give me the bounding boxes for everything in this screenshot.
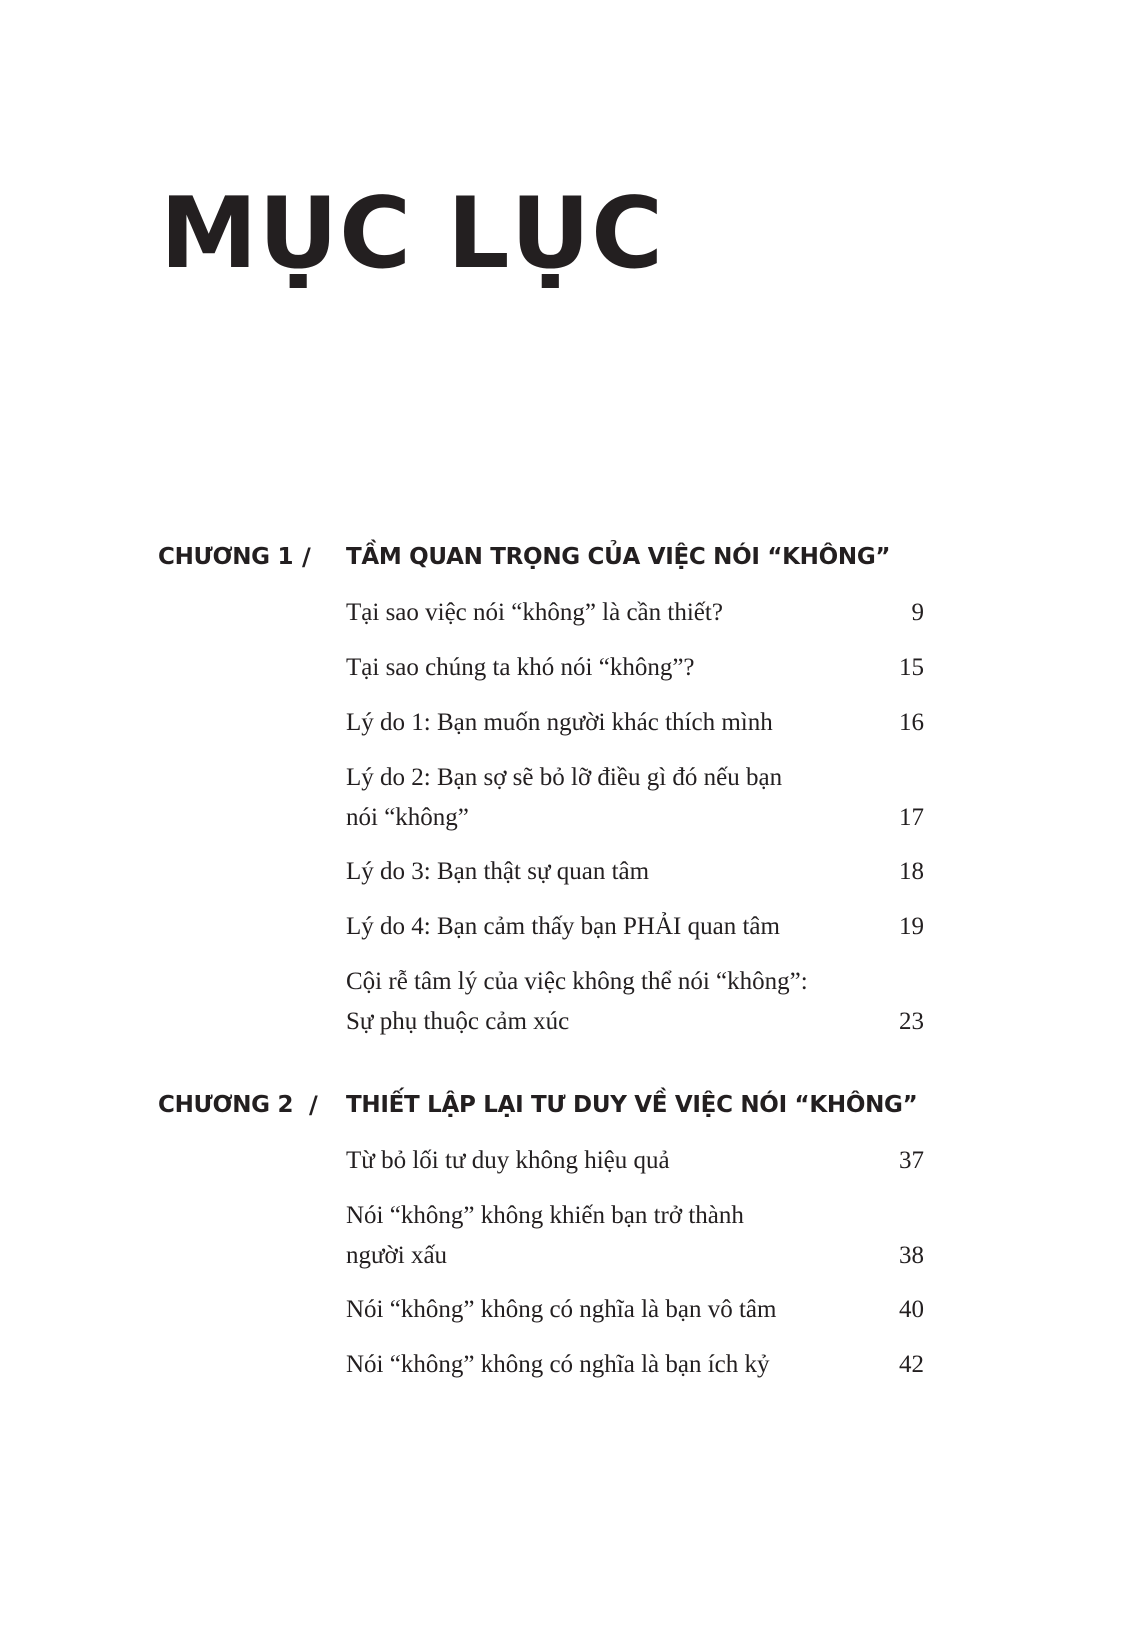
toc-entry[interactable] bbox=[346, 648, 924, 688]
toc-entry[interactable] bbox=[346, 1290, 924, 1330]
toc-entry[interactable] bbox=[346, 962, 924, 1042]
toc-entry[interactable] bbox=[346, 1345, 924, 1385]
chapter-header bbox=[0, 541, 1126, 581]
toc-entry-title: Nói “không” không khiến bạn trở thành người xấu bbox=[346, 1202, 744, 1269]
toc-entry-title: Lý do 4: Bạn cảm thấy bạn PHẢI quan tâm bbox=[346, 913, 780, 940]
page-title: MỤC LỤC bbox=[160, 177, 665, 291]
toc-entry-title: Tại sao việc nói “không” là cần thiết? bbox=[346, 599, 723, 626]
chapter-title: TẦM QUAN TRỌNG CỦA VIỆC NÓI “KHÔNG” bbox=[346, 544, 891, 570]
toc-entry[interactable] bbox=[346, 1196, 924, 1276]
toc-entry-title: Lý do 3: Bạn thật sự quan tâm bbox=[346, 858, 650, 885]
chapter-title: THIẾT LẬP LẠI TƯ DUY VỀ VIỆC NÓI “KHÔNG” bbox=[346, 1092, 918, 1118]
toc-entry-page: 17 bbox=[899, 804, 924, 831]
toc-entry[interactable] bbox=[346, 907, 924, 947]
chapter-2 bbox=[0, 1089, 1126, 1129]
toc-entry-page: 16 bbox=[899, 709, 924, 736]
chapter-label: CHƯƠNG 1 bbox=[158, 544, 294, 570]
toc-entry[interactable] bbox=[346, 852, 924, 892]
toc-entry-page: 38 bbox=[899, 1242, 924, 1269]
toc-entry-page: 40 bbox=[899, 1296, 924, 1323]
toc-entry-title: Cội rễ tâm lý của việc không thể nói “không”: Sự phụ thuộc cảm xúc bbox=[346, 968, 808, 1035]
toc-entry[interactable] bbox=[346, 1141, 924, 1181]
toc-entry-title: Nói “không” không có nghĩa là bạn vô tâm bbox=[346, 1296, 777, 1323]
toc-entry-title: Từ bỏ lối tư duy không hiệu quả bbox=[346, 1147, 670, 1174]
toc-entry-page: 37 bbox=[899, 1147, 924, 1174]
toc-entry-page: 19 bbox=[899, 913, 924, 940]
toc-entry[interactable] bbox=[346, 703, 924, 743]
chapter-header bbox=[0, 1089, 1126, 1129]
toc-entry[interactable] bbox=[346, 758, 924, 838]
toc-entry-page: 9 bbox=[911, 599, 924, 626]
chapter-separator: / bbox=[302, 543, 311, 571]
toc-entry[interactable] bbox=[346, 593, 924, 633]
toc-entry-title: Tại sao chúng ta khó nói “không”? bbox=[346, 654, 695, 681]
toc-entry-page: 15 bbox=[899, 654, 924, 681]
chapter-separator: / bbox=[309, 1091, 318, 1119]
chapter-label: CHƯƠNG 2 bbox=[158, 1092, 294, 1118]
toc-entry-title: Nói “không” không có nghĩa là bạn ích kỷ bbox=[346, 1351, 770, 1378]
toc-entry-page: 42 bbox=[899, 1351, 924, 1378]
toc-entry-title: Lý do 2: Bạn sợ sẽ bỏ lỡ điều gì đó nếu bạn nói “không” bbox=[346, 764, 783, 831]
chapter-1 bbox=[0, 541, 1126, 581]
toc-entry-page: 18 bbox=[899, 858, 924, 885]
toc-entry-page: 23 bbox=[899, 1008, 924, 1035]
toc-entry-title: Lý do 1: Bạn muốn người khác thích mình bbox=[346, 709, 773, 736]
